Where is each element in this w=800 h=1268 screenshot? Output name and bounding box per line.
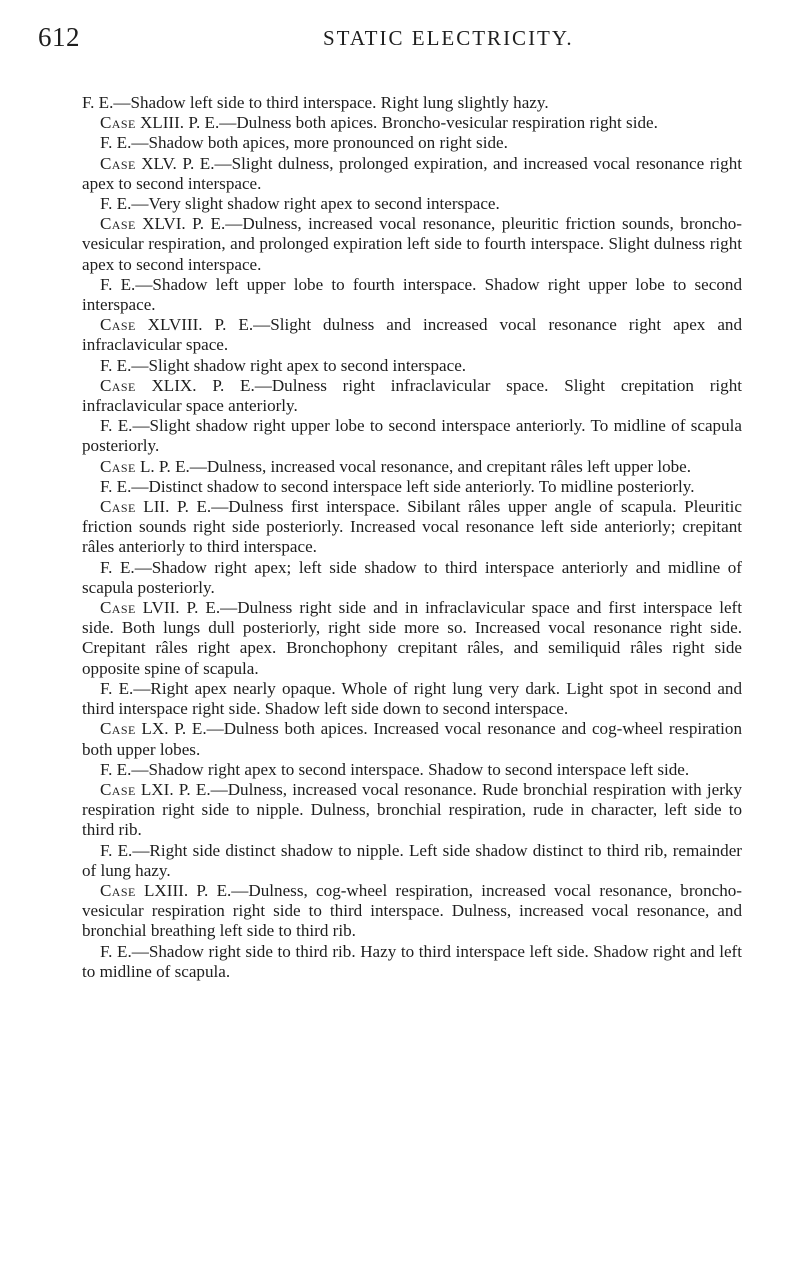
paragraph-text: F. E.—Shadow left side to third interspace. Right lung slightly hazy. <box>82 93 549 112</box>
paragraph-text: LVII. P. E.—Dulness right side and in infraclavicular space and first interspace left side. Both lungs dull posteriorly, right side more so. Increased vocal resonance right side. Crepitant râles right apex. Bronchophony crepitant râles, and semiliquid râles right side opposite spine of scapula. <box>82 598 742 678</box>
paragraph <box>82 598 742 679</box>
case-label: Case <box>100 880 136 900</box>
paragraph <box>82 841 742 881</box>
paragraph-text: XLIX. P. E.—Dulness right infraclavicular space. Slight crepitation right infraclavicular space anteriorly. <box>82 375 742 416</box>
paragraph-text: XLIII. P. E.—Dulness both apices. Broncho-vesicular respiration right side. <box>135 113 658 133</box>
paragraph <box>82 558 742 598</box>
case-label: Case <box>100 779 136 799</box>
paragraph-text: LII. P. E.—Dulness first interspace. Sibilant râles upper angle of scapula. Pleuritic friction sounds right side posteriorly. Increased vocal resonance left side anteriorly; crepitant râles anteriorly to third interspace. <box>82 497 742 557</box>
paragraph-text: L. P. E.—Dulness, increased vocal resonance, and crepitant râles left upper lobe. <box>135 456 692 476</box>
paragraph <box>82 416 742 456</box>
paragraph <box>82 214 742 275</box>
paragraph-text: XLVIII. P. E.—Slight dulness and increased vocal resonance right apex and infraclavicular space. <box>82 315 742 355</box>
case-label: Case <box>100 456 136 476</box>
paragraph-text: F. E.—Shadow both apices, more pronounced on right side. <box>100 133 508 153</box>
paragraph <box>82 760 742 780</box>
paragraph <box>82 719 742 759</box>
paragraph-text: F. E.—Shadow left upper lobe to fourth interspace. Shadow right upper lobe to second interspace. <box>82 274 742 315</box>
case-label: Case <box>100 598 136 618</box>
paragraph <box>82 133 742 153</box>
body-text <box>82 93 742 982</box>
paragraph <box>82 113 742 133</box>
case-label: Case <box>100 375 136 395</box>
paragraph-text: XLVI. P. E.—Dulness, increased vocal resonance, pleuritic friction sounds, broncho-vesicular respiration, and prolonged expiration left side to fourth interspace. Slight dulness right apex to second interspace. <box>82 214 742 274</box>
paragraph <box>82 477 742 497</box>
case-label: Case <box>100 719 136 739</box>
paragraph <box>82 881 742 942</box>
paragraph <box>82 376 742 416</box>
paragraph-text: F. E.—Right side distinct shadow to nipple. Left side shadow distinct to third rib, remainder of lung hazy. <box>82 840 742 880</box>
paragraph-text: F. E.—Right apex nearly opaque. Whole of right lung very dark. Light spot in second and third interspace right side. Shadow left side down to second interspace. <box>82 678 742 719</box>
paragraph <box>82 154 742 194</box>
case-label: Case <box>100 153 136 173</box>
paragraph-text: F. E.—Slight shadow right apex to second interspace. <box>100 355 467 375</box>
page-number: 612 <box>38 22 80 52</box>
running-head: STATIC ELECTRICITY. <box>323 26 574 50</box>
paragraph <box>82 194 742 214</box>
paragraph <box>82 497 742 558</box>
paragraph-text: F. E.—Shadow right side to third rib. Hazy to third interspace left side. Shadow right and left to midline of scapula. <box>82 941 742 981</box>
paragraph-text: LXIII. P. E.—Dulness, cog-wheel respiration, increased vocal resonance, broncho-vesicular respiration right side to third interspace. Dulness, increased vocal resonance, and bronchial breathing left side to third rib. <box>82 880 742 941</box>
paragraph-text: F. E.—Shadow right apex to second interspace. Shadow to second interspace left side. <box>100 759 690 779</box>
paragraph-text: F. E.—Slight shadow right upper lobe to second interspace anteriorly. To midline of scapula posteriorly. <box>82 416 742 456</box>
case-label: Case <box>100 113 136 133</box>
paragraph-text: F. E.—Shadow right apex; left side shadow to third interspace anteriorly and midline of scapula posteriorly. <box>82 557 742 597</box>
case-label: Case <box>100 497 136 517</box>
paragraph <box>82 93 742 113</box>
paragraph-text: LX. P. E.—Dulness both apices. Increased vocal resonance and cog-wheel respiration both upper lobes. <box>82 719 742 759</box>
paragraph <box>82 315 742 355</box>
paragraph <box>82 942 742 982</box>
paragraph-text: LXI. P. E.—Dulness, increased vocal resonance. Rude bronchial respiration with jerky respiration right side to nipple. Dulness, bronchial respiration, rude in character, left side to third rib. <box>82 779 742 840</box>
case-label: Case <box>100 214 136 234</box>
paragraph-text: F. E.—Very slight shadow right apex to second interspace. <box>100 194 500 214</box>
paragraph-text: XLV. P. E.—Slight dulness, prolonged expiration, and increased vocal resonance right apex to second interspace. <box>82 153 742 193</box>
paragraph <box>82 679 742 719</box>
paragraph <box>82 275 742 315</box>
case-label: Case <box>100 315 136 335</box>
paragraph <box>82 457 742 477</box>
paragraph <box>82 356 742 376</box>
page-header <box>38 22 728 62</box>
paragraph <box>82 780 742 841</box>
paragraph-text: F. E.—Distinct shadow to second interspace left side anteriorly. To midline posteriorly. <box>100 476 695 496</box>
